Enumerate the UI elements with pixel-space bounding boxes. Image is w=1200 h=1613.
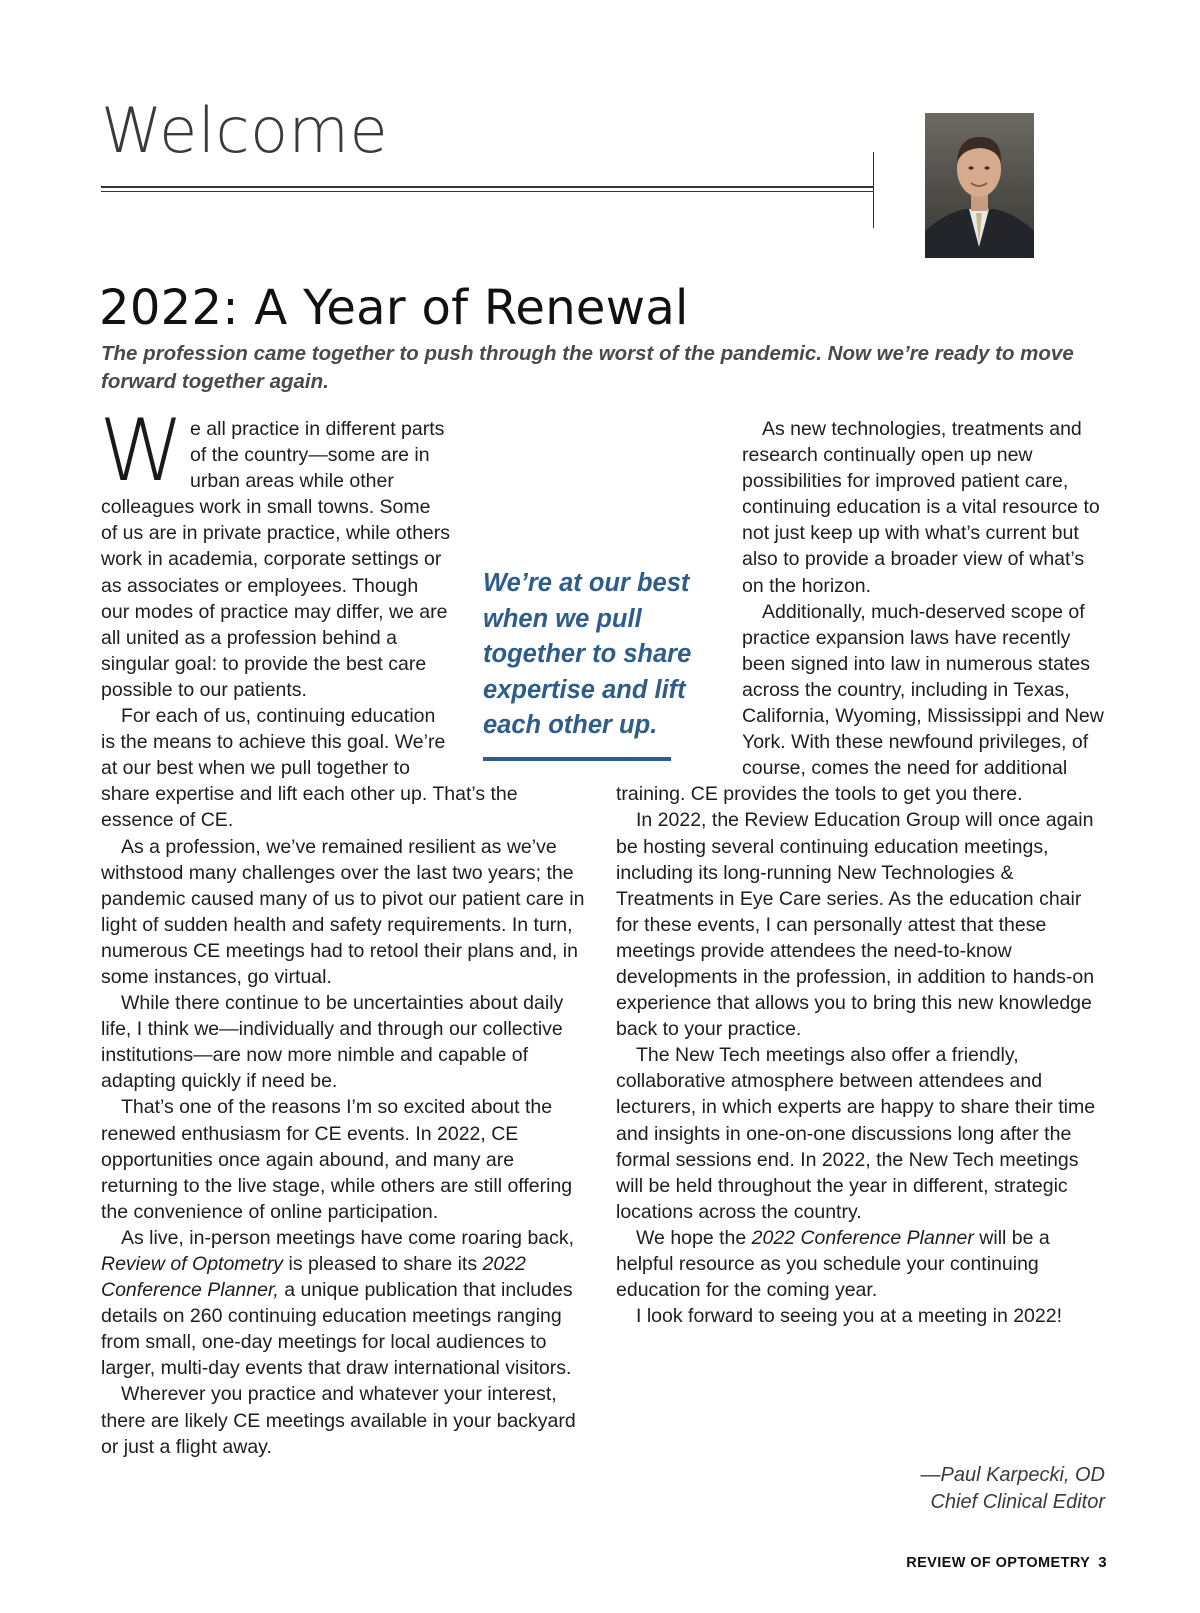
page-number: 3 [1098,1554,1107,1571]
paragraph: We hope the 2022 Conference Planner will be a helpful resource as you schedule your continuing education for the coming year. [616,1226,1050,1302]
publication-name: REVIEW OF OPTOMETRY [906,1555,1091,1571]
drop-cap: W [99,401,185,501]
paragraph: While there continue to be uncertainties about daily life, I think we—individually and through our collective institutions—are now more nimble and capable of adapting quickly if need be. [101,992,564,1093]
pull-quote-rule [483,757,671,761]
paragraph: As a profession, we’ve remained resilient as we’ve withstood many challenges over the last two years; the pandemic caused many of us to pivot our patient care in light of sudden health and safety requirements. In turn, numerous CE meetings had to retool their plans and, in some instances, go virtual. [101,835,585,988]
paragraph: Wherever you practice and whatever your interest, there are likely CE meetings available in your backyard or just a flight away. [101,1383,576,1458]
paragraph: I look forward to seeing you at a meeting in 2022! [636,1305,1063,1328]
article-column-right [616,416,1106,1329]
article-deck: The profession came together to push through the worst of the pandemic. Now we’re ready to move forward together again. [101,342,1074,393]
paragraph: The New Tech meetings also offer a friendly, collaborative atmosphere between attendees and lecturers, in which experts are happy to share their time and insights in one-on-one discussions long after the formal sessions end. In 2022, the New Tech meetings will be held throughout the year in different, strategic locations across the country. [616,1044,1096,1223]
paragraph: That’s one of the reasons I’m so excited about the renewed enthusiasm for CE events. In 2022, CE opportunities once again abound, and many are returning to the live stage, while others are still offering the convenience of online participation. [101,1096,573,1223]
paragraph: As live, in-person meetings have come roaring back, Review of Optometry is pleased to share its 2022 Conference Planner, a unique publication that includes details on 260 continuing education meetings ranging from small, one-day meetings for local audiences to larger, multi-day events that draw international visitors. [101,1226,575,1380]
paragraph: In 2022, the Review Education Group will once again be hosting several continuing education meetings, including its long-running New Technologies & Treatments in Eye Care series. As the education chair for these events, I can personally attest that these meetings provide attendees the need-to-know developments in the profession, in addition to hands-on experience that allows you to bring this new knowledge back to your practice. [616,809,1095,1041]
paragraph: For each of us, continuing education is the means to achieve this goal. We’re at our best when we pull together to share expertise and lift each other up. That’s the essence of CE. [101,705,518,832]
signoff-name: —Paul Karpecki, OD [920,1464,1105,1486]
author-photo [925,113,1034,258]
signoff [920,1462,1105,1516]
paragraph: Additionally, much-deserved scope of practice expansion laws have recently been signed into law in numerous states across the country, including in Texas, California, Wyoming, Mississippi and New York. With these newfound privileges, of course, comes the need for additional training. CE provides the tools to get you there. [616,600,1104,806]
paragraph: We all practice in different parts of the country—some are in urban areas while other colleagues work in small towns. Some of us are in private practice, while others work in academia, corporate settings or as associates or employees. Though our modes of practice may differ, we are all united as a profession behind a singular goal: to provide the best care possible to our patients. [99,401,451,701]
header-rule [101,186,873,188]
page-folio [906,1554,1107,1571]
pull-quote: We’re at our best when we pull together to share expertise and lift each other up. [483,569,692,739]
header-rule-vertical [873,152,874,228]
signoff-title: Chief Clinical Editor [930,1491,1105,1513]
header-rule-thin [101,191,873,192]
section-title: Welcome [101,94,389,167]
paragraph: As new technologies, treatments and research continually open up new possibilities for improved patient care, continuing education is a vital resource to not just keep up with what’s current but also to provide a broader view of what’s on the horizon. [742,418,1100,597]
article-headline: 2022: A Year of Renewal [99,280,689,336]
